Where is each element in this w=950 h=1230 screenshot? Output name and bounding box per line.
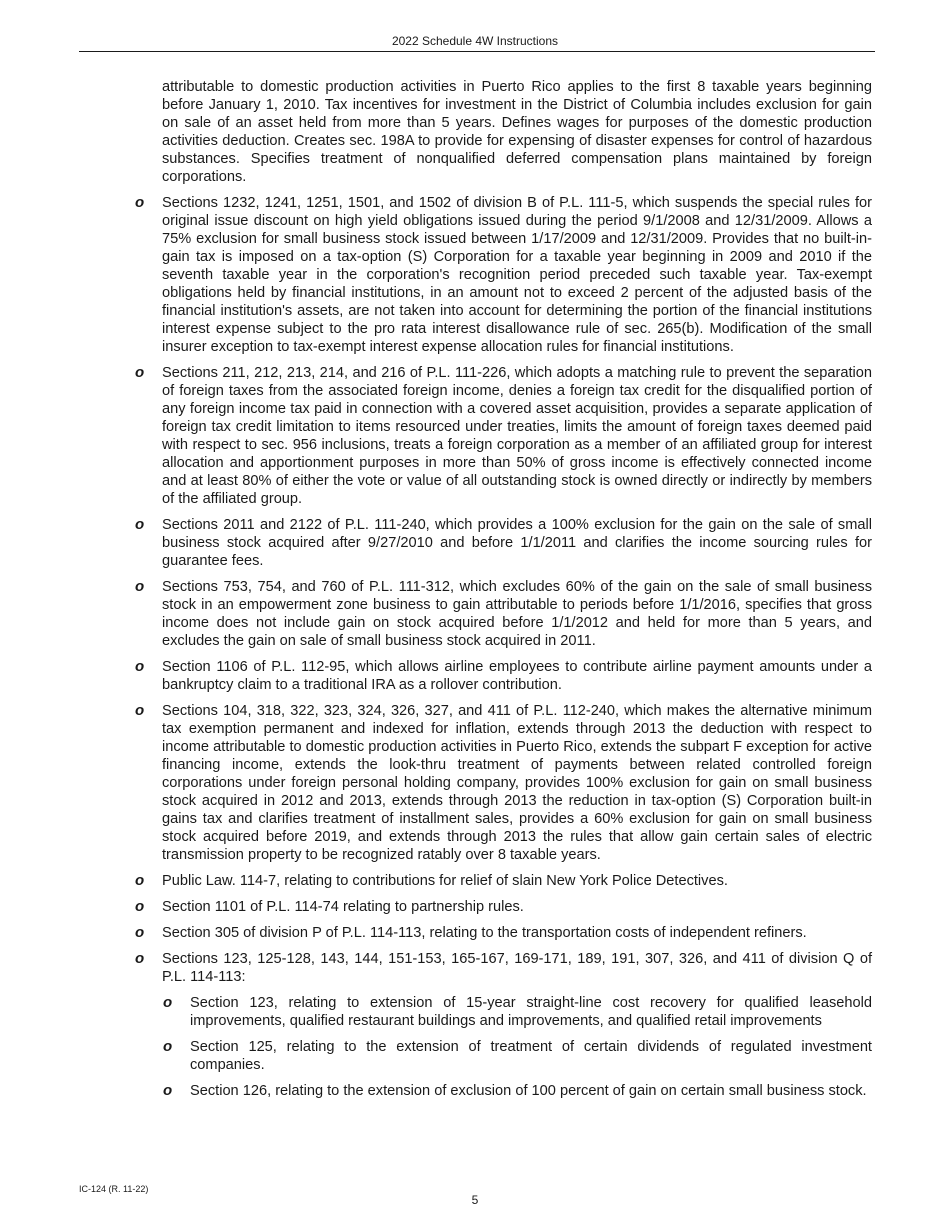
page-content — [0, 78, 950, 1100]
sub-list-item — [163, 1038, 872, 1074]
list-item — [135, 364, 872, 508]
list-item — [135, 924, 872, 942]
sub-list-item — [163, 1082, 872, 1100]
bullet-icon: o — [135, 516, 145, 533]
sub-list-item — [163, 994, 872, 1030]
list-item — [135, 950, 872, 986]
bullet-icon: o — [135, 872, 145, 889]
list-item-text: Section 1101 of P.L. 114-74 relating to partnership rules. — [162, 899, 524, 915]
list-item-text: Section 305 of division P of P.L. 114-113, relating to the transportation costs of independent refiners. — [162, 925, 807, 941]
bullet-icon: o — [135, 194, 145, 211]
bullet-icon: o — [163, 1038, 173, 1055]
list-item-text: Public Law. 114-7, relating to contributions for relief of slain New York Police Detectives. — [162, 873, 728, 889]
list-item-text: Section 1106 of P.L. 112-95, which allows airline employees to contribute airline payment amounts under a bankruptcy claim to a traditional IRA as a rollover contribution. — [162, 659, 872, 693]
list-item — [135, 516, 872, 570]
list-item-text: Sections 2011 and 2122 of P.L. 111-240, which provides a 100% exclusion for the gain on the sale of small business stock acquired after 9/27/2010 and before 1/1/2011 and clarifies the income sourcing rules for guarantee fees. — [162, 517, 872, 569]
sub-list — [0, 994, 950, 1100]
list-item — [135, 702, 872, 864]
bullet-icon: o — [135, 950, 145, 967]
list-item-text: Sections 753, 754, and 760 of P.L. 111-312, which excludes 60% of the gain on the sale of small business stock in an empowerment zone business to gain attributable to periods before 1/1/2016, specifies that gross income does not include gain on stock acquired before 1/1/2012 and held for more than 5 years, and excludes the gain on sale of small business stock acquired in 2011. — [162, 579, 872, 649]
list-item — [135, 658, 872, 694]
bullet-icon: o — [135, 364, 145, 381]
bullet-icon: o — [163, 994, 173, 1011]
page-number: 5 — [471, 1193, 479, 1207]
list-item — [135, 578, 872, 650]
bullet-icon: o — [135, 578, 145, 595]
sub-list-item-text: Section 123, relating to extension of 15-year straight-line cost recovery for qualified leasehold improvements, qualified restaurant buildings and improvements, and qualified retail improvements — [190, 995, 872, 1029]
bullet-icon: o — [163, 1082, 173, 1099]
list-item-text: Sections 123, 125-128, 143, 144, 151-153, 165-167, 169-171, 189, 191, 307, 326, and 411 of division Q of P.L. 114-113: — [162, 951, 872, 985]
list-item — [135, 898, 872, 916]
bullet-icon: o — [135, 658, 145, 675]
bullet-icon: o — [135, 702, 145, 719]
bullet-icon: o — [135, 898, 145, 915]
page-header-title: 2022 Schedule 4W Instructions — [391, 34, 559, 48]
list-item — [135, 872, 872, 890]
list-item-text: Sections 211, 212, 213, 214, and 216 of P.L. 111-226, which adopts a matching rule to prevent the separation of foreign taxes from the associated foreign income, denies a foreign tax credit for the disqualified portion of any foreign income tax paid in connection with a covered asset acquisition, provides a separate application of foreign tax credit limitation to items resourced under treaties, limits the amount of foreign taxes deemed paid with respect to sec. 956 inclusions, treats a foreign corporation as a member of an affiliated group for interest allocation and apportionment purposes in more than 50% of gross income is effectively connected income and at least 80% of either the vote or value of all outstanding stock is owned directly or indirectly by members of the affiliated group. — [162, 365, 872, 507]
list-item — [135, 194, 872, 356]
sub-list-item-text: Section 126, relating to the extension of exclusion of 100 percent of gain on certain small business stock. — [190, 1083, 867, 1099]
intro-paragraph: attributable to domestic production activities in Puerto Rico applies to the first 8 taxable years beginning before January 1, 2010. Tax incentives for investment in the District of Columbia includes exclusion for gain on sale of an asset held from more than 5 years. Defines wages for purposes of the domestic production activities deduction. Creates sec. 198A to provide for expensing of disaster expenses for control of hazardous substances. Specifies treatment of nonqualified deferred compensation plans maintained by foreign corporations. — [162, 79, 872, 185]
header-divider — [79, 51, 875, 52]
law-list — [0, 194, 950, 986]
bullet-icon: o — [135, 924, 145, 941]
sub-list-item-text: Section 125, relating to the extension of treatment of certain dividends of regulated investment companies. — [190, 1039, 872, 1073]
list-item-text: Sections 1232, 1241, 1251, 1501, and 1502 of division B of P.L. 111-5, which suspends the special rules for original issue discount on high yield obligations issued during the period 9/1/2008 and 12/31/2009. Allows a 75% exclusion for small business stock issued between 1/17/2009 and 12/31/2009. Provides that no built-in-gain tax is imposed on a tax-option (S) Corporation for a taxable year beginning in 2009 and 2010 if the seventh taxable year in the corporation's recognition period preceded such taxable year. Tax-exempt obligations held by financial institutions, in an amount not to exceed 2 percent of the adjusted basis of the financial institution's assets, are not taken into account for determining the portion of the financial institutions interest expense subject to the pro rata interest disallowance rule of sec. 265(b). Modification of the small insurer exception to tax-exempt interest expense allocation rules for financial institutions. — [162, 195, 872, 355]
list-item-text: Sections 104, 318, 322, 323, 324, 326, 327, and 411 of P.L. 112-240, which makes the alternative minimum tax exemption permanent and indexed for inflation, extends through 2013 the deduction with respect to income attributable to domestic production activities in Puerto Rico, extends the subpart F exception for active financing income, extends the look-thru treatment of payments between related controlled foreign corporations under foreign personal holding company, provides 100% exclusion for gain on small business stock acquired in 2012 and 2013, extends through 2013 the reduction in tax-option (S) Corporation built-in gains tax and clarifies treatment of installment sales, provides a 60% exclusion for gain on small business stock acquired before 2019, and extends through 2013 the rules that allow gain certain sales of electric transmission property to be recognized ratably over 8 taxable years. — [162, 703, 872, 863]
form-code: IC-124 (R. 11-22) — [79, 1184, 149, 1194]
